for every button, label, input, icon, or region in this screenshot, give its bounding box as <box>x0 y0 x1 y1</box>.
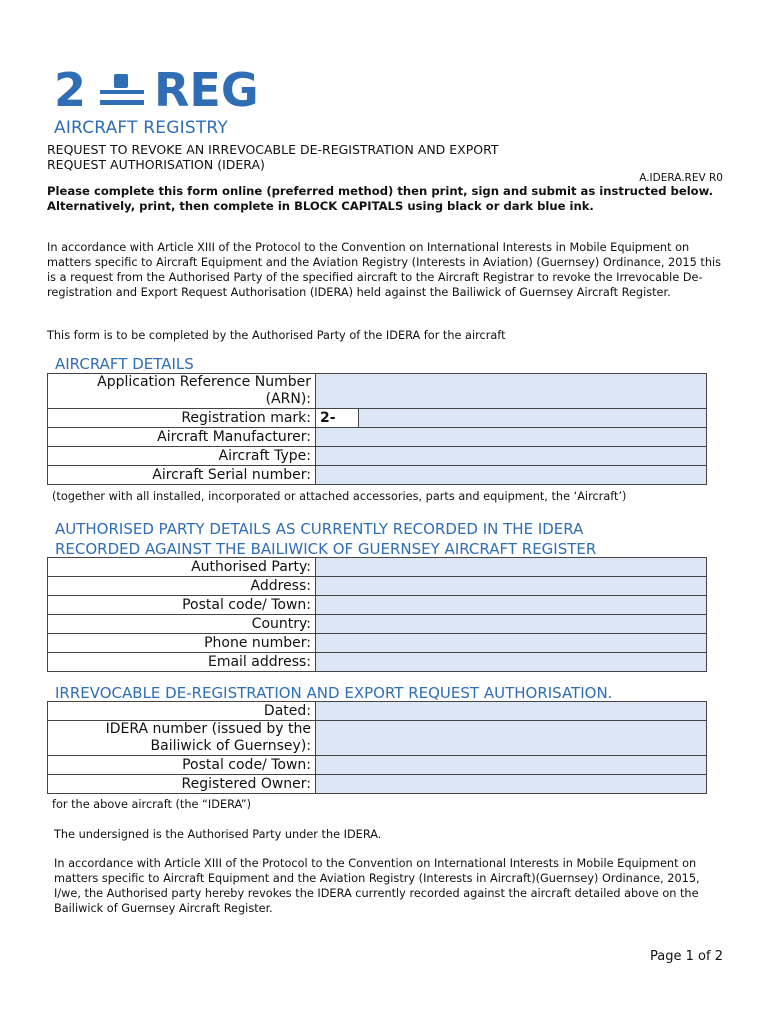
aircraft-type-field[interactable] <box>316 447 707 466</box>
address-field[interactable] <box>316 577 707 596</box>
idera-heading: IRREVOCABLE DE-REGISTRATION AND EXPORT REQUEST AUTHORISATION. <box>55 684 613 702</box>
revocation-paragraph: In accordance with Article XIII of the Protocol to the Convention on International Interests in Mobile Equipment on matters specific to Aircraft Equipment and the Aviation Registry (Interests in Aircraft)(Guernsey) Ordinance, 2015, I/we, the Authorised party hereby revokes the IDERA currently recorded against the aircraft detailed above on the Bailiwick of Guernsey Aircraft Register. <box>54 857 700 915</box>
authorised-party-heading <box>55 519 596 559</box>
completion-note: This form is to be completed by the Authorised Party of the IDERA for the aircraft <box>47 329 506 342</box>
postal-town-label: Postal code/ Town: <box>48 596 316 615</box>
table-row <box>48 721 707 756</box>
registered-owner-label: Registered Owner: <box>48 775 316 794</box>
logo-text-right: REG <box>154 64 259 112</box>
manufacturer-field[interactable] <box>316 428 707 447</box>
email-label: Email address: <box>48 653 316 672</box>
page-number: Page 1 of 2 <box>650 949 723 964</box>
table-row <box>48 374 707 409</box>
form-title-line2: REQUEST AUTHORISATION (IDERA) <box>47 157 265 172</box>
registry-logo <box>54 64 294 112</box>
postal-town-field[interactable] <box>316 596 707 615</box>
undersigned-statement: The undersigned is the Authorised Party under the IDERA. <box>54 828 382 841</box>
table-row <box>48 775 707 794</box>
idera-postal-label: Postal code/ Town: <box>48 756 316 775</box>
table-row <box>48 558 707 577</box>
table-row <box>48 447 707 466</box>
idera-number-label-line2: Bailiwick of Guernsey): <box>150 738 311 754</box>
brand-subtitle: AIRCRAFT REGISTRY <box>54 118 228 138</box>
table-row <box>48 409 707 428</box>
idera-number-label-line1: IDERA number (issued by the <box>105 721 311 737</box>
authorised-party-heading-line2: RECORDED AGAINST THE BAILIWICK OF GUERNSEY AIRCRAFT REGISTER <box>55 540 597 558</box>
idera-number-label <box>48 721 316 756</box>
form-title <box>47 142 607 172</box>
registration-label: Registration mark: <box>48 409 316 428</box>
address-label: Address: <box>48 577 316 596</box>
logo-text-left: 2 <box>54 64 87 112</box>
table-row <box>48 466 707 485</box>
arn-field[interactable] <box>316 374 707 409</box>
table-row <box>48 596 707 615</box>
table-row <box>48 634 707 653</box>
arn-label-line2: (ARN): <box>265 391 311 407</box>
table-row <box>48 653 707 672</box>
serial-label: Aircraft Serial number: <box>48 466 316 485</box>
table-row <box>48 577 707 596</box>
idera-number-field[interactable] <box>316 721 707 756</box>
manufacturer-label: Aircraft Manufacturer: <box>48 428 316 447</box>
country-label: Country: <box>48 615 316 634</box>
arn-label <box>48 374 316 409</box>
country-field[interactable] <box>316 615 707 634</box>
registration-field[interactable] <box>359 409 707 428</box>
idera-note: for the above aircraft (the “IDERA”) <box>52 798 252 811</box>
authorised-party-field[interactable] <box>316 558 707 577</box>
aircraft-details-table <box>47 373 707 485</box>
registered-owner-field[interactable] <box>316 775 707 794</box>
email-field[interactable] <box>316 653 707 672</box>
aircraft-type-label: Aircraft Type: <box>48 447 316 466</box>
authorised-party-heading-line1: AUTHORISED PARTY DETAILS AS CURRENTLY RECORDED IN THE IDERA <box>55 520 584 538</box>
registration-prefix: 2- <box>316 409 359 428</box>
aircraft-details-heading: AIRCRAFT DETAILS <box>55 355 194 373</box>
authorised-party-table <box>47 557 707 672</box>
airplane-icon <box>100 74 144 105</box>
dated-field[interactable] <box>316 702 707 721</box>
table-row <box>48 428 707 447</box>
idera-postal-field[interactable] <box>316 756 707 775</box>
table-row <box>48 615 707 634</box>
dated-label: Dated: <box>48 702 316 721</box>
form-title-line1: REQUEST TO REVOKE AN IRREVOCABLE DE-REGISTRATION AND EXPORT <box>47 142 499 157</box>
instructions: Please complete this form online (preferred method) then print, sign and submit as instructed below. Alternatively, print, then complete in BLOCK CAPITALS using black or dark blue ink. <box>47 184 714 213</box>
aircraft-note: (together with all installed, incorporated or attached accessories, parts and equipment, the ‘Aircraft’) <box>52 490 627 503</box>
table-row <box>48 702 707 721</box>
table-row <box>48 756 707 775</box>
form-code: A.IDERA.REV R0 <box>639 172 723 184</box>
serial-field[interactable] <box>316 466 707 485</box>
authorised-party-label: Authorised Party: <box>48 558 316 577</box>
phone-label: Phone number: <box>48 634 316 653</box>
arn-label-line1: Application Reference Number <box>97 374 311 390</box>
idera-table <box>47 701 707 794</box>
legal-paragraph: In accordance with Article XIII of the Protocol to the Convention on International Interests in Mobile Equipment on matters specific to Aircraft Equipment and the Aviation Registry (Interests in Aviation) (Guernsey) Ordinance, 2015 this is a request from the Authorised Party of the specified aircraft to the Aircraft Registrar to revoke the Irrevocable De-registration and Export Request Authorisation (IDERA) held against the Bailiwick of Guernsey Aircraft Register. <box>47 241 722 299</box>
phone-field[interactable] <box>316 634 707 653</box>
